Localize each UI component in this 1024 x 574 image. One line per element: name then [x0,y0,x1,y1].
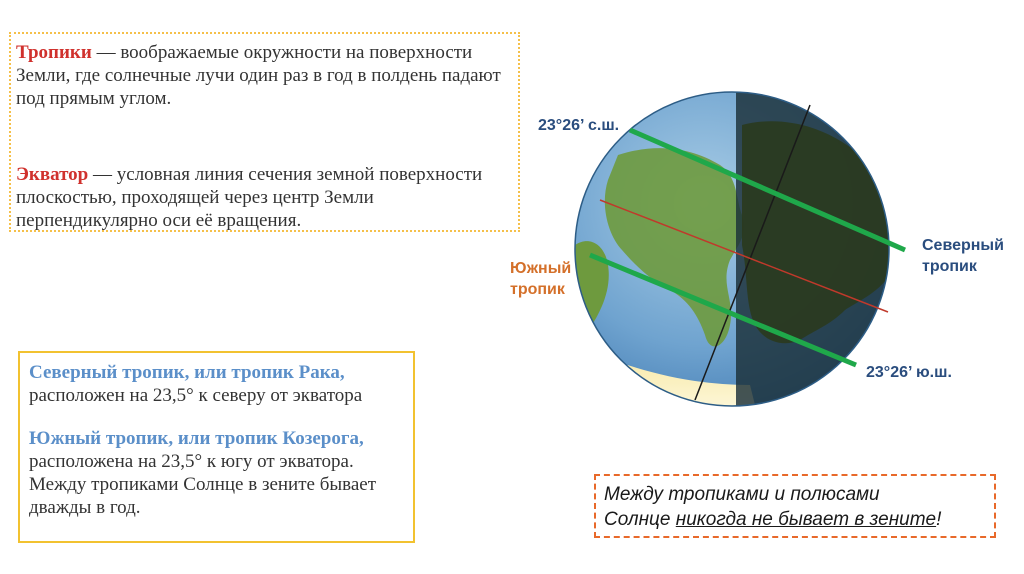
equator-definition [16,163,516,232]
note-prefix: Солнце [604,509,676,530]
note-line-2 [604,507,994,532]
tropics-definition-text: — воображаемые окружности на поверхности Земли, где солнечные лучи один раз в год в полдень падают под прямым углом. [16,42,501,109]
north-tropic-label-line2: тропик [922,258,977,275]
south-tropic-label-line1: Южный [510,260,572,277]
zenith-note-box [594,474,996,538]
north-tropic-text: расположен на 23,5° к северу от экватора [29,385,363,406]
south-tropic-heading: Южный тропик, или тропик Козерога, [29,428,364,449]
note-suffix: ! [936,509,942,530]
equator-definition-text: — условная линия сечения земной поверхности плоскостью, проходящей через центр Земли перпендикулярно оси её вращения. [16,164,483,231]
north-latitude-label: 23°26’ с.ш. [538,117,620,134]
note-line-1: Между тропиками и полюсами [604,484,880,505]
north-tropic-heading: Северный тропик, или тропик Рака, [29,362,345,383]
south-tropic-text: расположена на 23,5° к югу от экватора. [29,451,354,472]
south-latitude-label: 23°26’ ю.ш. [866,364,952,381]
tropics-term: Тропики [16,42,92,63]
note-underlined: никогда не бывает в зените [675,509,937,530]
north-tropic-label-line1: Северный [922,237,1004,254]
south-tropic-label [510,258,571,300]
spacer [29,407,413,427]
south-tropic-label-line2: тропик [510,281,565,298]
equator-term: Экватор [16,164,89,185]
north-tropic-label [922,235,1020,277]
tropics-definition [16,41,516,110]
tropics-info-box [18,351,415,543]
zenith-text: Между тропиками Солнце в зените бывает дважды в год. [29,474,377,518]
